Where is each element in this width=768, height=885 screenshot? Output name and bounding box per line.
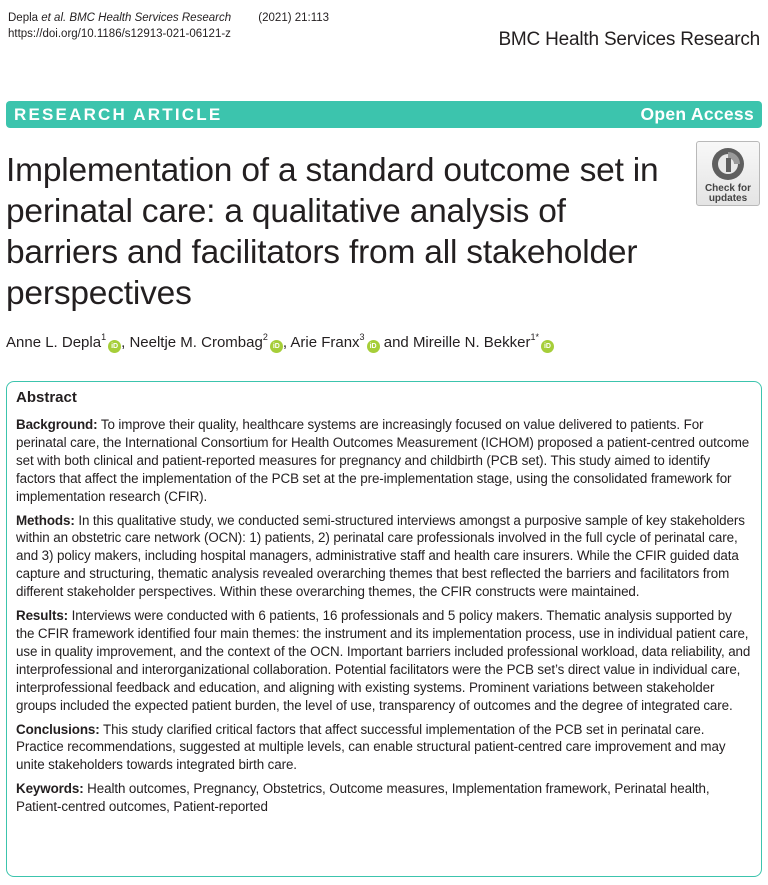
check-updates-icon <box>710 146 746 182</box>
author-separator: , <box>282 334 291 351</box>
author-affiliation: 2 <box>262 332 268 342</box>
citation-year: (2021) 21:113 <box>258 12 330 24</box>
article-type: RESEARCH ARTICLE <box>14 104 223 124</box>
author-separator: , <box>121 334 130 351</box>
journal-name: BMC Health Services Research <box>498 29 760 50</box>
abstract-box <box>6 381 762 877</box>
author-name[interactable]: Neeltje M. Crombag <box>129 334 263 351</box>
author-separator: and <box>379 334 413 351</box>
citation-authors: Depla <box>8 12 39 24</box>
abstract-conclusions: Conclusions: This study clarified critical factors that affect successful implementation of the PCB set in perinatal care. Practice recommendations, suggested at multiple levels, can enable structural patient-centred care improvement and may unite stakeholders towards integrated birth care. <box>16 721 726 773</box>
abstract-background: Background: To improve their quality, healthcare systems are increasingly focused on value delivered to patients. For perinatal care, the International Consortium for Health Outcomes Measurement (ICHOM) proposed a patient-centred outcome set with both clinical and patient-reported measures for pregnancy and childbirth (PCB set). This study aimed to identify factors that affect the implementation of the PCB set at the pre-implementation stage, using the consolidated framework for implementation research (CFIR). <box>16 417 750 504</box>
abstract-results: Results: Interviews were conducted with 6 patients, 16 professionals and 5 policy makers. Thematic analysis supported by the CFIR framework identified four main themes: the instrument and its implementation process, use in individual patient care, use in quality improvement, and the context of the OCN. Important barriers included professional workload, data reliability, and interprofessional and interorganizational collaboration. Potential facilitators were the PCB set’s direct value in individual care, interprofessional feedback and education, and aligning with existing systems. Prominent variations between stakeholder groups included the expected patient burden, the level of use, transparency of outcomes and the degree of integrated care. <box>16 608 751 713</box>
author-affiliation: 3 <box>359 332 365 342</box>
doi-link[interactable]: https://doi.org/10.1186/s12913-021-06121-z <box>8 28 231 40</box>
orcid-icon[interactable]: iD <box>270 340 283 353</box>
author-name[interactable]: Anne L. Depla <box>6 334 102 351</box>
author-name[interactable]: Mireille N. Bekker <box>412 334 531 351</box>
check-updates-text: Check for updates <box>704 183 752 204</box>
article-banner <box>6 101 762 128</box>
citation-journal: et al. BMC Health Services Research <box>41 12 232 24</box>
citation-line <box>8 11 329 26</box>
check-for-updates-button[interactable] <box>696 141 760 206</box>
abstract-keywords: Keywords: Health outcomes, Pregnancy, Obstetrics, Outcome measures, Implementation framework, Perinatal health, Patient-centred outcomes, Patient-reported <box>16 781 710 815</box>
abstract-methods: Methods: In this qualitative study, we conducted semi-structured interviews amongst a purposive sample of key stakeholders within an obstetric care network (OCN): 1) patients, 2) perinatal care professionals involved in the full cycle of perinatal care, and 3) policy makers, including hospital managers, administrative staff and health care insurers. While the CFIR guided data capture and structuring, thematic analysis revealed overarching themes that best reflected the barriers and facilitators from different stakeholder perspectives. Within these overarching themes, the CFIR constructs were maintained. <box>16 512 745 600</box>
orcid-icon[interactable]: iD <box>541 340 554 353</box>
author-affiliation: 1* <box>530 332 539 342</box>
open-access-label: Open Access <box>640 104 754 124</box>
author-list <box>6 327 554 353</box>
orcid-icon[interactable]: iD <box>367 340 380 353</box>
orcid-icon[interactable]: iD <box>108 340 121 353</box>
author-name[interactable]: Arie Franx <box>290 334 360 351</box>
author-affiliation: 1 <box>101 332 107 342</box>
abstract-heading: Abstract <box>16 389 77 406</box>
article-title: Implementation of a standard outcome set in perinatal care: a qualitative analysis of barriers and facilitators from all stakeholder perspectives <box>6 152 659 312</box>
